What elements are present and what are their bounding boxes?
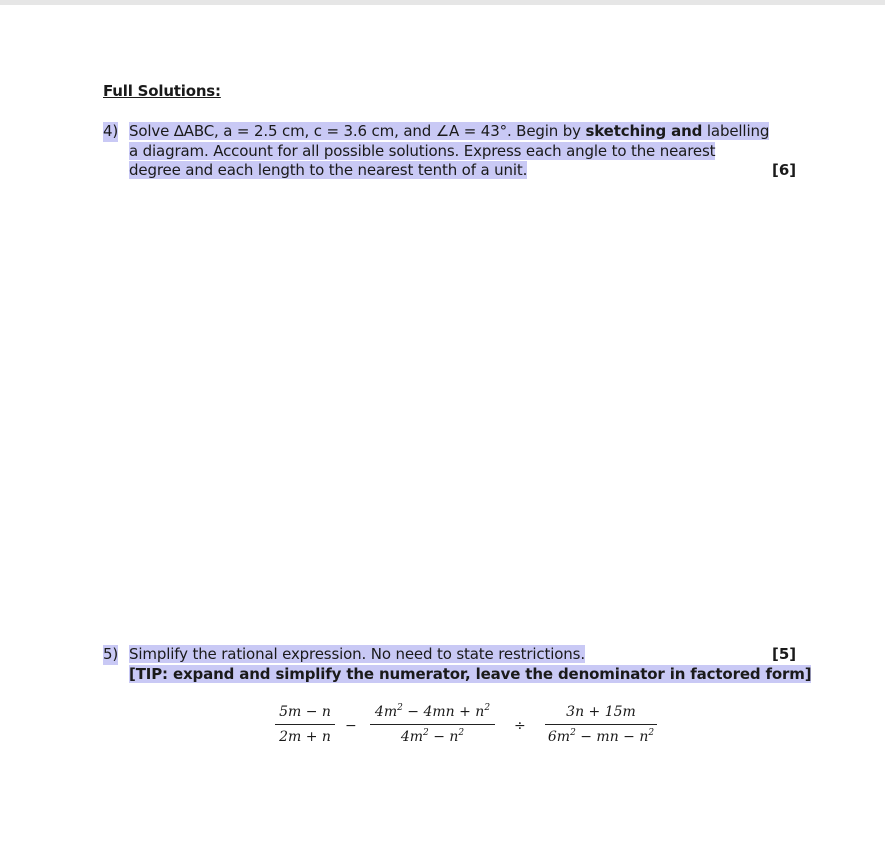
question-number: 5) [103,645,119,663]
fraction-2-numerator: $4m^2 - 4mn + n^2$ [374,703,491,720]
q4-line1-pre: Solve ∆ABC, a = 2.5 cm, c = 3.6 cm, and ∠A = 43°. Begin by [129,122,586,140]
page-heading: Full Solutions: [103,82,221,100]
divide-operator: ÷ [514,718,526,734]
minus-operator: − [345,718,357,734]
q5-line1: Simplify the rational expression. No need to state restrictions. [129,645,585,663]
fraction-bar [545,724,657,725]
fraction-1-numerator: 5m − n [279,704,331,720]
q4-line1-bold: sketching and [585,122,703,140]
q4-line1-post: labelling [702,122,770,140]
question-number: 4) [103,122,119,140]
q4-line2: a diagram. Account for all possible solutions. Express each angle to the nearest [129,141,716,160]
fraction-3 [545,702,657,747]
fraction-bar [370,724,495,725]
q5-tip: [TIP: expand and simplify the numerator, leave the denominator in factored form] [129,664,812,683]
question-text [129,122,769,181]
fraction-3-numerator: 3n + 15m [566,704,636,720]
fraction-1-denominator: 2m + n [279,729,331,745]
q4-line3: degree and each length to the nearest tenth of a unit. [129,161,528,179]
fraction-1 [275,702,335,747]
fraction-2-denominator: $4m^2 - n^2$ [400,728,465,745]
rational-expression [270,702,670,752]
fraction-bar [275,724,335,725]
question-text [129,645,811,684]
fraction-2 [370,702,495,747]
fraction-3-denominator: $6m^2$ − mn − $n^2$ [547,728,655,745]
q5-marks: [5] [772,645,797,663]
top-border [0,0,885,5]
q4-marks: [6] [772,161,797,179]
